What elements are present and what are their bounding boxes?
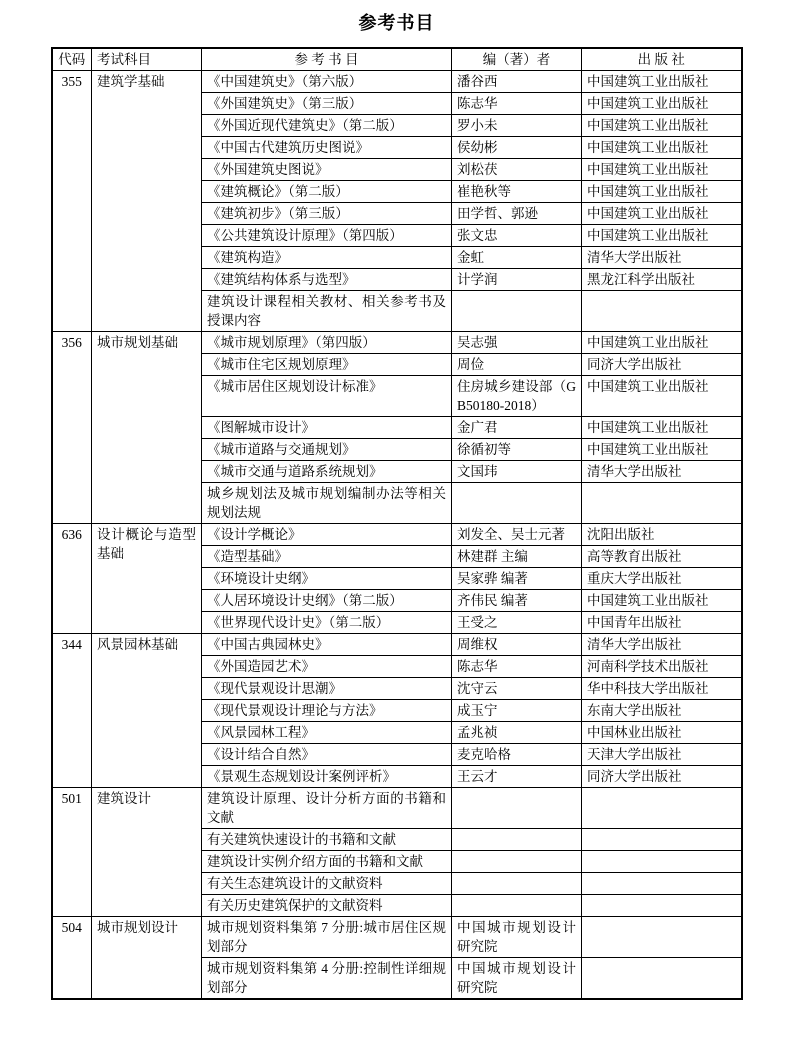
publisher-cell: 中国建筑工业出版社 [582,71,742,93]
book-cell: 《城市住宅区规划原理》 [202,354,452,376]
author-cell: 麦克哈格 [452,744,582,766]
code-cell: 501 [52,788,92,917]
book-cell: 《城市道路与交通规划》 [202,439,452,461]
author-cell: 住房城乡建设部（GB50180-2018） [452,376,582,417]
book-cell: 《图解城市设计》 [202,417,452,439]
publisher-cell [582,788,742,829]
publisher-cell: 中国建筑工业出版社 [582,417,742,439]
publisher-cell: 黑龙江科学出版社 [582,269,742,291]
author-cell: 刘发全、吴士元著 [452,524,582,546]
book-cell: 《建筑概论》（第二版） [202,181,452,203]
book-cell: 《外国建筑史图说》 [202,159,452,181]
code-cell: 355 [52,71,92,332]
publisher-cell: 清华大学出版社 [582,461,742,483]
publisher-cell: 中国建筑工业出版社 [582,159,742,181]
author-cell [452,291,582,332]
publisher-cell: 中国建筑工业出版社 [582,93,742,115]
code-cell: 504 [52,917,92,1000]
subject-cell: 设计概论与造型基础 [92,524,202,634]
author-cell [452,895,582,917]
publisher-cell [582,483,742,524]
header-author: 编（著）者 [452,48,582,71]
publisher-cell: 中国建筑工业出版社 [582,137,742,159]
publisher-cell: 同济大学出版社 [582,766,742,788]
author-cell: 徐循初等 [452,439,582,461]
publisher-cell: 天津大学出版社 [582,744,742,766]
author-cell: 陈志华 [452,93,582,115]
author-cell [452,483,582,524]
publisher-cell [582,917,742,958]
book-cell: 《公共建筑设计原理》（第四版） [202,225,452,247]
author-cell: 金虹 [452,247,582,269]
author-cell: 侯幼彬 [452,137,582,159]
publisher-cell: 重庆大学出版社 [582,568,742,590]
publisher-cell: 中国建筑工业出版社 [582,376,742,417]
publisher-cell: 河南科学技术出版社 [582,656,742,678]
subject-cell: 城市规划基础 [92,332,202,524]
table-row [52,71,742,93]
header-subject: 考试科目 [92,48,202,71]
table-row [52,788,742,829]
code-cell: 344 [52,634,92,788]
publisher-cell: 同济大学出版社 [582,354,742,376]
table-row [52,634,742,656]
author-cell: 周维权 [452,634,582,656]
book-cell: 《设计结合自然》 [202,744,452,766]
page-title: 参考书目 [358,13,435,33]
book-cell: 《现代景观设计思潮》 [202,678,452,700]
publisher-cell: 中国青年出版社 [582,612,742,634]
book-cell: 建筑设计课程相关教材、相关参考书及授课内容 [202,291,452,332]
table-row [52,524,742,546]
book-cell: 城乡规划法及城市规划编制办法等相关规划法规 [202,483,452,524]
book-cell: 《中国古典园林史》 [202,634,452,656]
book-cell: 《风景园林工程》 [202,722,452,744]
book-cell: 有关历史建筑保护的文献资料 [202,895,452,917]
book-cell: 《城市规划原理》（第四版） [202,332,452,354]
publisher-cell: 中国建筑工业出版社 [582,439,742,461]
author-cell: 王云才 [452,766,582,788]
book-cell: 《世界现代设计史》（第二版） [202,612,452,634]
book-cell: 有关建筑快速设计的书籍和文献 [202,829,452,851]
book-cell: 《现代景观设计理论与方法》 [202,700,452,722]
table-row [52,917,742,958]
subject-cell: 建筑设计 [92,788,202,917]
publisher-cell [582,851,742,873]
publisher-cell: 中国建筑工业出版社 [582,115,742,137]
author-cell: 王受之 [452,612,582,634]
author-cell: 文国玮 [452,461,582,483]
book-cell: 《人居环境设计史纲》（第二版） [202,590,452,612]
book-cell: 《外国造园艺术》 [202,656,452,678]
author-cell [452,788,582,829]
header-code: 代码 [52,48,92,71]
publisher-cell: 清华大学出版社 [582,634,742,656]
publisher-cell: 中国林业出版社 [582,722,742,744]
publisher-cell [582,873,742,895]
author-cell: 成玉宁 [452,700,582,722]
book-cell: 《城市居住区规划设计标准》 [202,376,452,417]
book-cell: 《外国建筑史》（第三版） [202,93,452,115]
author-cell: 计学润 [452,269,582,291]
book-cell: 城市规划资料集第 4 分册:控制性详细规划部分 [202,958,452,1000]
author-cell [452,829,582,851]
author-cell: 吴家骅 编著 [452,568,582,590]
book-cell: 《中国建筑史》（第六版） [202,71,452,93]
author-cell: 吴志强 [452,332,582,354]
publisher-cell: 华中科技大学出版社 [582,678,742,700]
header-books: 参 考 书 目 [202,48,452,71]
author-cell: 潘谷西 [452,71,582,93]
book-cell: 《城市交通与道路系统规划》 [202,461,452,483]
publisher-cell: 清华大学出版社 [582,247,742,269]
book-cell: 《造型基础》 [202,546,452,568]
reference-table [51,47,743,1000]
author-cell: 周俭 [452,354,582,376]
subject-cell: 建筑学基础 [92,71,202,332]
book-cell: 建筑设计实例介绍方面的书籍和文献 [202,851,452,873]
table-header-row [52,48,742,71]
author-cell: 罗小未 [452,115,582,137]
book-cell: 建筑设计原理、设计分析方面的书籍和文献 [202,788,452,829]
subject-cell: 城市规划设计 [92,917,202,1000]
book-cell: 《外国近现代建筑史》（第二版） [202,115,452,137]
subject-cell: 风景园林基础 [92,634,202,788]
publisher-cell: 中国建筑工业出版社 [582,225,742,247]
publisher-cell: 东南大学出版社 [582,700,742,722]
header-publisher: 出 版 社 [582,48,742,71]
author-cell: 金广君 [452,417,582,439]
book-cell: 《景观生态规划设计案例评析》 [202,766,452,788]
author-cell: 刘松茯 [452,159,582,181]
book-cell: 《中国古代建筑历史图说》 [202,137,452,159]
author-cell: 崔艳秋等 [452,181,582,203]
author-cell: 沈守云 [452,678,582,700]
author-cell: 齐伟民 编著 [452,590,582,612]
publisher-cell [582,291,742,332]
table-row [52,332,742,354]
reference-table-body [52,71,742,1000]
author-cell: 中国城市规划设计研究院 [452,958,582,1000]
author-cell: 田学哲、郭逊 [452,203,582,225]
book-cell: 《建筑构造》 [202,247,452,269]
author-cell [452,873,582,895]
book-cell: 有关生态建筑设计的文献资料 [202,873,452,895]
publisher-cell: 沈阳出版社 [582,524,742,546]
book-cell: 城市规划资料集第 7 分册:城市居住区规划部分 [202,917,452,958]
book-cell: 《环境设计史纲》 [202,568,452,590]
book-cell: 《设计学概论》 [202,524,452,546]
publisher-cell: 高等教育出版社 [582,546,742,568]
publisher-cell [582,958,742,1000]
publisher-cell: 中国建筑工业出版社 [582,181,742,203]
author-cell: 中国城市规划设计研究院 [452,917,582,958]
publisher-cell: 中国建筑工业出版社 [582,590,742,612]
author-cell: 张文忠 [452,225,582,247]
code-cell: 636 [52,524,92,634]
author-cell: 林建群 主编 [452,546,582,568]
publisher-cell: 中国建筑工业出版社 [582,332,742,354]
author-cell [452,851,582,873]
code-cell: 356 [52,332,92,524]
book-cell: 《建筑初步》（第三版） [202,203,452,225]
publisher-cell: 中国建筑工业出版社 [582,203,742,225]
publisher-cell [582,895,742,917]
publisher-cell [582,829,742,851]
author-cell: 孟兆祯 [452,722,582,744]
author-cell: 陈志华 [452,656,582,678]
book-cell: 《建筑结构体系与选型》 [202,269,452,291]
